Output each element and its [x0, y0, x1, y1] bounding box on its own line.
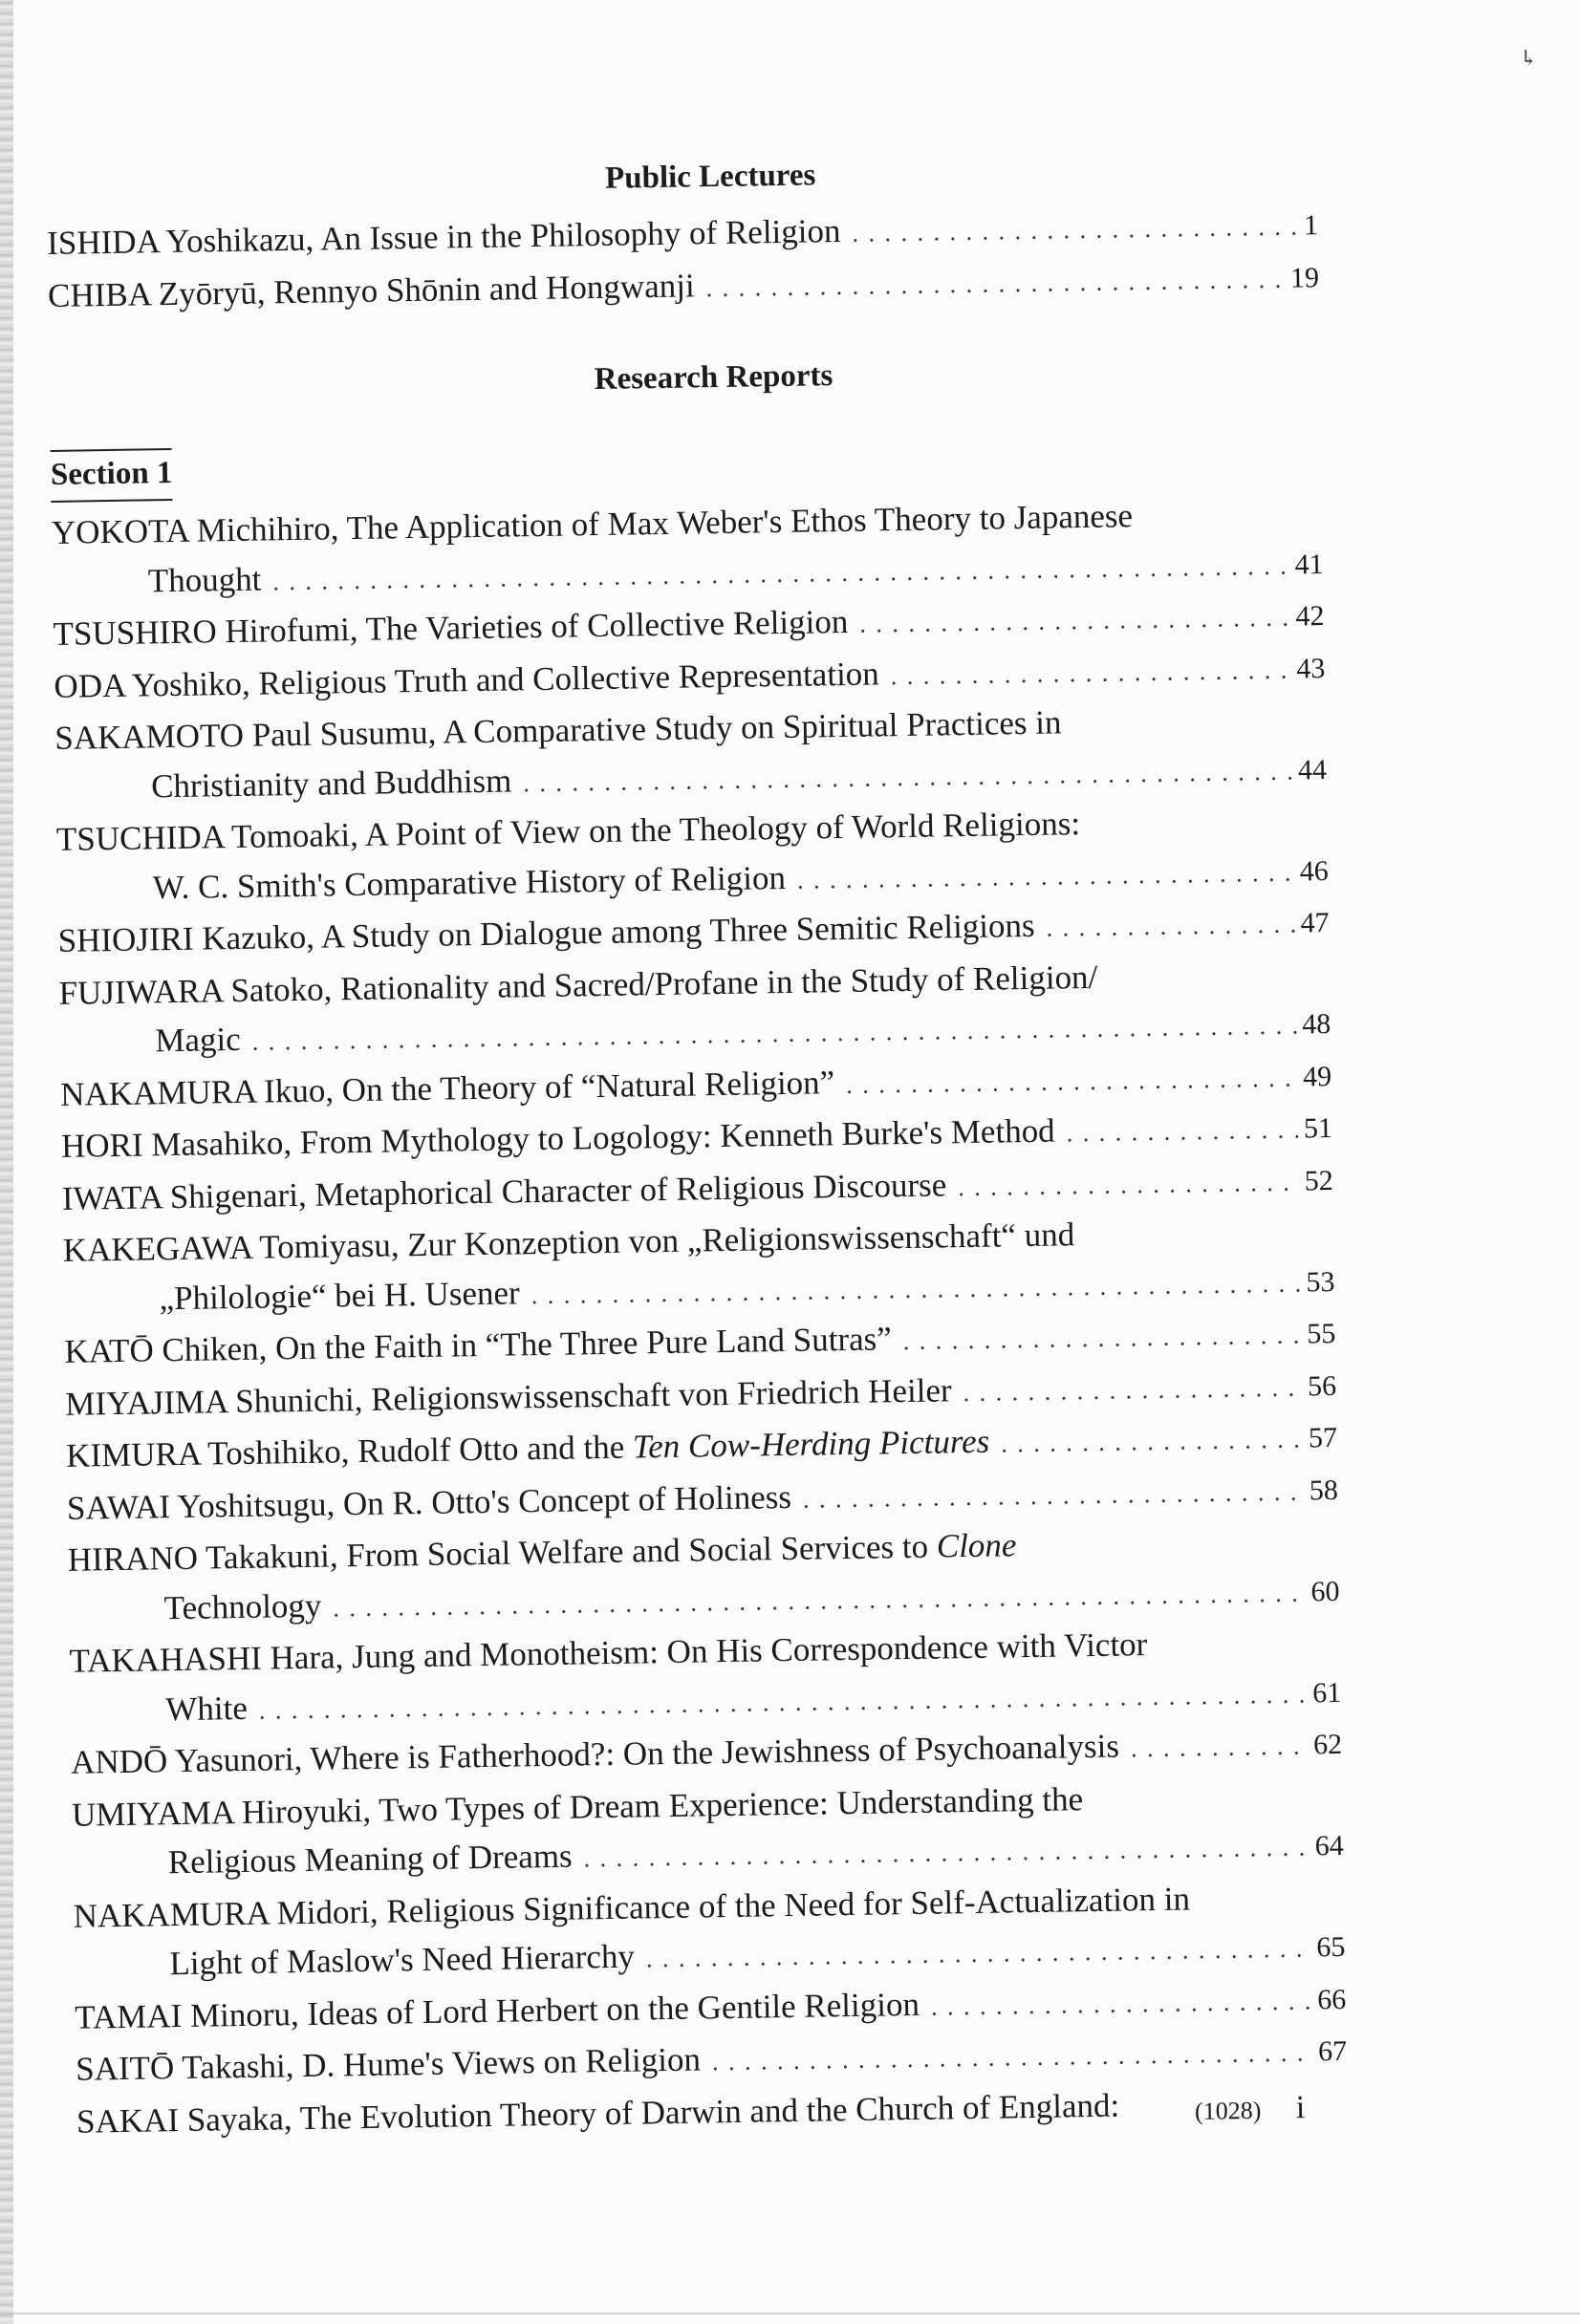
lecture-entry: ISHIDA Yoshikazu, An Issue in the Philosophy of Religion . . . 1 — [47, 199, 1319, 270]
dot-leader — [963, 1363, 1302, 1417]
dot-leader — [890, 645, 1290, 700]
scan-edge-shadow — [0, 0, 13, 2324]
dot-leader — [803, 1467, 1305, 1524]
dot-leader — [1001, 1415, 1304, 1469]
dot-leader — [712, 2028, 1313, 2086]
scan-bottom-rule — [0, 2313, 1580, 2314]
entry-title-continued: Thought — [147, 560, 262, 599]
entry-title: TSUSHIRO Hirofumi, The Varieties of Collective Religion — [53, 602, 849, 653]
page-number: 55 — [1307, 1317, 1336, 1350]
entry-title-continued: „Philologie“ bei H. Usener — [159, 1273, 520, 1317]
entry-title: NAKAMURA Ikuo, On the Theory of “Natural Religion” — [59, 1063, 835, 1113]
entry-title-continued: Magic — [155, 1020, 242, 1060]
entry-title: TAKAHASHI Hara, Jung and Monotheism: On His Correspondence with Victor — [69, 1625, 1148, 1680]
page-number: 56 — [1307, 1369, 1337, 1402]
dot-leader — [797, 848, 1295, 905]
dot-leader — [1046, 900, 1295, 954]
page-footer — [1195, 2090, 1306, 2128]
section-label: Section 1 — [51, 448, 173, 503]
page-number: 41 — [1294, 548, 1324, 581]
entry-title: MIYAJIMA Shunichi, Religionswissenschaft von Friedrich Heiler — [64, 1370, 952, 1423]
entry-title-continued: White — [165, 1689, 249, 1728]
page-number: 53 — [1306, 1265, 1335, 1298]
entry-title: TAMAI Minoru, Ideas of Lord Herbert on the Gentile Religion — [75, 1985, 920, 2036]
entry-title: ANDŌ Yasunori, Where is Fatherhood?: On the Jewishness of Psychoanalysis — [70, 1727, 1120, 1781]
entry-title: SAITŌ Takashi, D. Hume's Views on Religion — [75, 2040, 702, 2088]
page-number: 61 — [1311, 1676, 1342, 1709]
page-number: 1 — [1303, 209, 1319, 242]
entry-title: HIRANO Takakuni, From Social Welfare and Social Services to Clone — [67, 1526, 1017, 1579]
dot-leader — [852, 202, 1298, 258]
entry-title-continued: Light of Maslow's Need Hierarchy — [169, 1937, 636, 1983]
italic-title: Clone — [936, 1526, 1017, 1565]
page-number: 57 — [1308, 1421, 1338, 1454]
issue-number: (1028) — [1194, 2096, 1262, 2125]
page-number: 47 — [1300, 907, 1330, 939]
entry-title: FUJIWARA Satoko, Rationality and Sacred/Profane in the Study of Religion/ — [58, 958, 1098, 1012]
page-number: 66 — [1316, 1983, 1347, 2015]
entry-title-continued: Religious Meaning of Dreams — [167, 1837, 573, 1882]
dot-leader — [859, 593, 1290, 650]
report-list — [52, 488, 1349, 2146]
entry-title: ODA Yoshiko, Religious Truth and Collective Representation — [54, 654, 880, 705]
dot-leader — [902, 1311, 1301, 1366]
research-reports-heading: Research Reports — [594, 358, 833, 398]
page-number: 46 — [1299, 854, 1329, 887]
entry-title: HORI Masahiko, From Mythology to Logology: Kenneth Burke's Method — [60, 1111, 1055, 1165]
page-number: 42 — [1295, 600, 1325, 633]
dot-leader — [931, 1976, 1312, 2032]
entry-title-continued: W. C. Smith's Comparative History of Religion — [152, 858, 787, 906]
dot-leader — [846, 1053, 1298, 1109]
entry-title-continued: Technology — [163, 1586, 322, 1626]
dot-leader — [705, 254, 1285, 312]
entry-title: KATŌ Chiken, On the Faith in “The Three Pure Land Sutras” — [64, 1320, 893, 1370]
page-number: 58 — [1309, 1474, 1339, 1506]
dot-leader — [646, 1924, 1311, 1983]
public-lectures-heading: Public Lectures — [604, 158, 816, 196]
contents-page — [46, 150, 1348, 2146]
entry-title-continued: Christianity and Buddhism — [150, 761, 512, 805]
page-roman-numeral: i — [1295, 2090, 1306, 2126]
dot-leader — [1131, 1721, 1309, 1773]
entry-title: UMIYAMA Hiroyuki, Two Types of Dream Experience: Understanding the — [71, 1779, 1084, 1834]
entry-title: TSUCHIDA Tomoaki, A Point of View on the Theology of World Religions: — [55, 805, 1081, 858]
entry-title: YOKOTA Michihiro, The Application of Max Weber's Ethos Theory to Japanese — [51, 497, 1134, 551]
entry-title: KIMURA Toshihiko, Rudolf Otto and the Ten Cow-Herding Pictures — [65, 1422, 990, 1474]
entry-title: KAKEGAWA Tomiyasu, Zur Konzeption von „Religionswissenschaft“ und — [62, 1216, 1075, 1269]
italic-title: Ten Cow-Herding Pictures — [632, 1422, 990, 1466]
page-number: 60 — [1310, 1575, 1340, 1607]
corner-mark-icon: ↳ — [1520, 46, 1538, 70]
page-number: 19 — [1289, 261, 1320, 294]
page-number: 64 — [1314, 1829, 1344, 1862]
entry-title: SAWAI Yoshitsugu, On R. Otto's Concept of Holiness — [66, 1477, 792, 1527]
page-number: 67 — [1317, 2034, 1348, 2068]
entry-title: SAKAI Sayaka, The Evolution Theory of Darwin and the Church of England: — [76, 2086, 1120, 2141]
page-number: 48 — [1301, 1007, 1331, 1041]
entry-title: SAKAMOTO Paul Susumu, A Comparative Study on Spiritual Practices in — [54, 703, 1062, 757]
page-number: 49 — [1302, 1060, 1332, 1092]
page-number: 65 — [1316, 1930, 1346, 1964]
dot-leader — [958, 1157, 1299, 1212]
page-number: 44 — [1297, 753, 1328, 785]
page-number: 62 — [1312, 1728, 1343, 1761]
entry-title: NAKAMURA Midori, Religious Significance of the Need for Self-Actualization in — [73, 1879, 1191, 1935]
lecture-entry: CHIBA Zyōryū, Rennyo Shōnin and Hongwanji . . . 19 — [48, 251, 1320, 323]
dot-leader — [1066, 1106, 1298, 1158]
page-number: 52 — [1304, 1164, 1334, 1196]
page-number: 51 — [1303, 1111, 1333, 1145]
page-number: 43 — [1296, 652, 1326, 685]
entry-title: IWATA Shigenari, Metaphorical Character of Religious Discourse — [61, 1165, 947, 1217]
entry-title: SHIOJIRI Kazuko, A Study on Dialogue among Three Semitic Religions — [57, 906, 1035, 959]
